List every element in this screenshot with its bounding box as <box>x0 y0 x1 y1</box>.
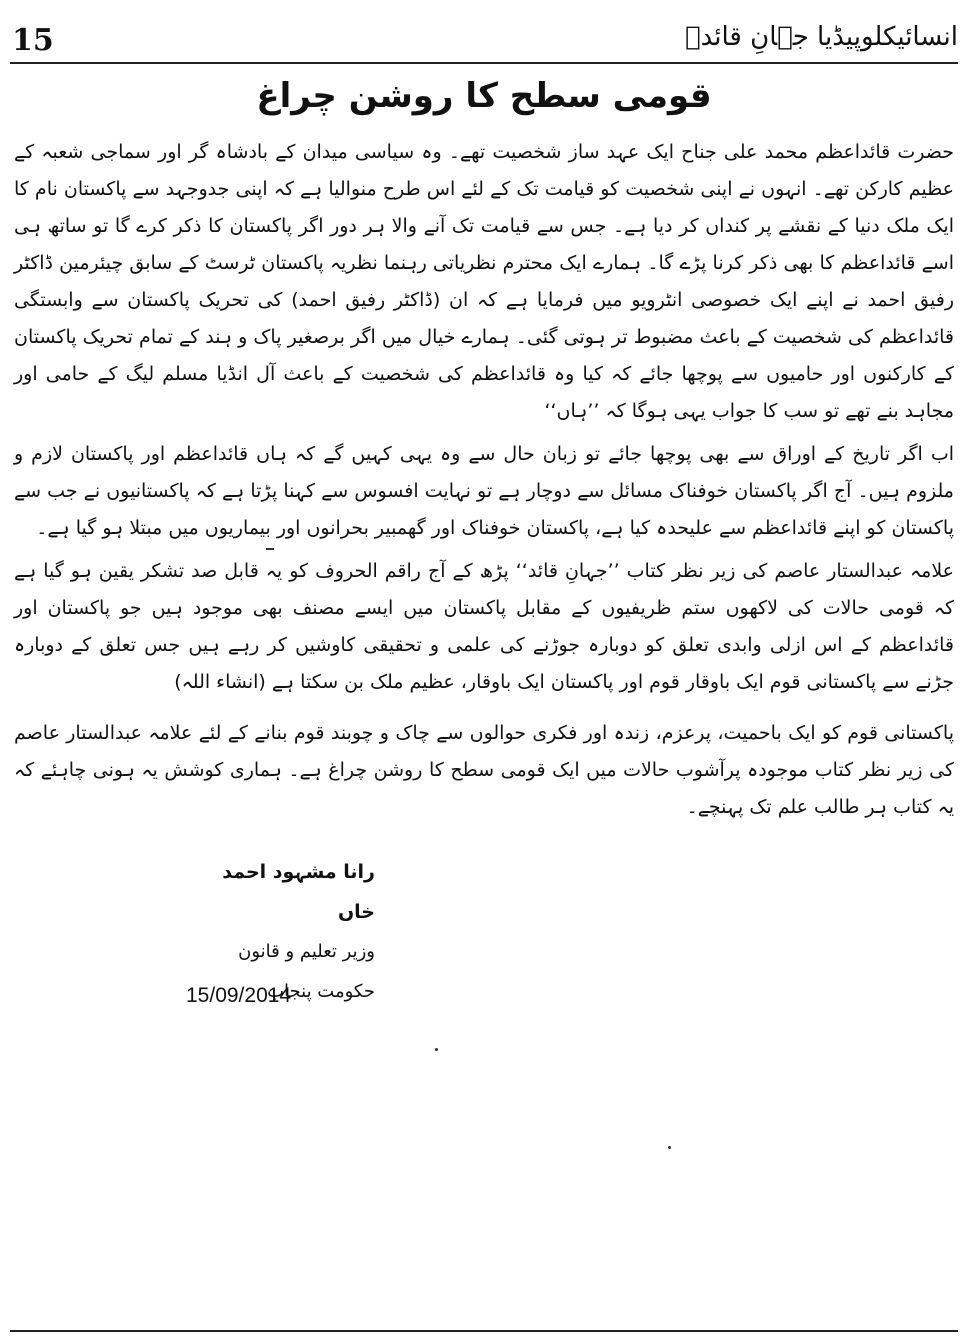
speck-mark <box>668 1146 671 1149</box>
article-body <box>14 134 954 832</box>
paragraph-3: علامہ عبدالستار عاصم کی زیر نظر کتاب ’’جہانِ قائد‘‘ پڑھ کے آج راقم الحروف کو یہ قابل صد تشکر یقین ہو گیا ہے کہ قومی حالات کی لاکھوں ستم ظریفیوں کے مقابل پاکستان میں ایسے مصنف بھی موجود ہیں جو پاکستان اور قائداعظم کے اس ازلی وابدی تعلق کو دوبارہ جوڑنے کی علمی و تحقیقی کاوشیں کر رہے ہیں جس تعلق کے دوبارہ جڑنے سے پاکستانی قوم ایک باوقار قوم اور پاکستان ایک باوقار، عظیم ملک بن سکتا ہے (انشاء اللہ) <box>14 560 954 693</box>
paragraph-2: اب اگر تاریخ کے اوراق سے بھی پوچھا جائے تو زبان حال سے وہ یہی کہیں گے کہ ہاں قائداعظم اور پاکستان لازم و ملزوم ہیں۔ آج اگر پاکستان خوفناک مسائل سے دوچار ہے تو نہایت افسوس سے کہنا پڑتا ہے کہ پاکستانیوں نے جب سے پاکستان کو اپنے قائداعظم سے علیحدہ کیا ہے، پاکستان خوفناک اور گھمبیر بحرانوں اور بیماریوں میں مبتلا ہو گیا ہے۔ <box>14 443 954 539</box>
header-rule <box>10 62 958 64</box>
signatory-designation: وزیر تعلیم و قانون <box>238 941 375 962</box>
signatory-name: رانا مشہود احمد خاں <box>222 861 375 923</box>
paragraph-4: پاکستانی قوم کو ایک باحمیت، پرعزم، زندہ اور فکری حوالوں سے چاک و چوبند قوم بنانے کے لئے علامہ عبدالستار عاصم کی زیر نظر کتاب موجودہ پرآشوب حالات میں ایک قومی سطح کا روشن چراغ ہے۔ ہماری کوشش یہ ہونی چاہئے کہ یہ کتاب ہر طالب علم تک پہنچے۔ <box>14 722 954 818</box>
speck-mark <box>435 1048 438 1051</box>
paragraph-1: حضرت قائداعظم محمد علی جناح ایک عہد ساز شخصیت تھے۔ وہ سیاسی میدان کے بادشاہ گر اور سماجی شعبہ کے عظیم کارکن تھے۔ انہوں نے اپنی شخصیت کو قیامت تک کے لئے اس طرح منوالیا ہے کہ اپنی جدوجہد سے پاکستان نام کا ایک ملک دنیا کے نقشے پر کنداں کر دیا ہے۔ جس سے قیامت تک آنے والا ہر دور اگر پاکستان کا ذکر کرے گا تو ساتھ ہی اسے قائداعظم کا بھی ذکر کرنا پڑے گا۔ ہمارے ایک محترم نظریاتی رہنما نظریہ پاکستان ٹرسٹ کے سابق چیئرمین ڈاکٹر رفیق احمد نے اپنے ایک خصوصی انٹرویو میں فرمایا ہے کہ ان (ڈاکٹر رفیق احمد) کی تحریک پاکستان سے وابستگی قائداعظم کی شخصیت کے باعث مضبوط تر ہوتی گئی۔ ہمارے خیال میں اگر برصغیر پاک و ہند کے تمام تحریک پاکستان کے کارکنوں اور حامیوں سے پوچھا جائے کہ کیا وہ قائداعظم کی شخصیت کے باعث آل انڈیا مسلم لیگ کے حامی اور مجاہد بنے تھے تو سب کا جواب یہی ہوگا کہ ’’ہاں‘‘ <box>14 141 954 422</box>
stray-mark <box>266 548 274 550</box>
page-title: قومی سطح کا روشن چراغ <box>256 76 712 116</box>
running-header-title: انسائیکلوپیڈیا جہانِ قائدؒ <box>685 22 958 52</box>
page-number: 15 <box>12 23 54 58</box>
signatory-office: حکومت پنجاب <box>267 981 375 1002</box>
signature-date: 15/09/2014 <box>186 984 292 1007</box>
footer-rule <box>10 1330 958 1332</box>
